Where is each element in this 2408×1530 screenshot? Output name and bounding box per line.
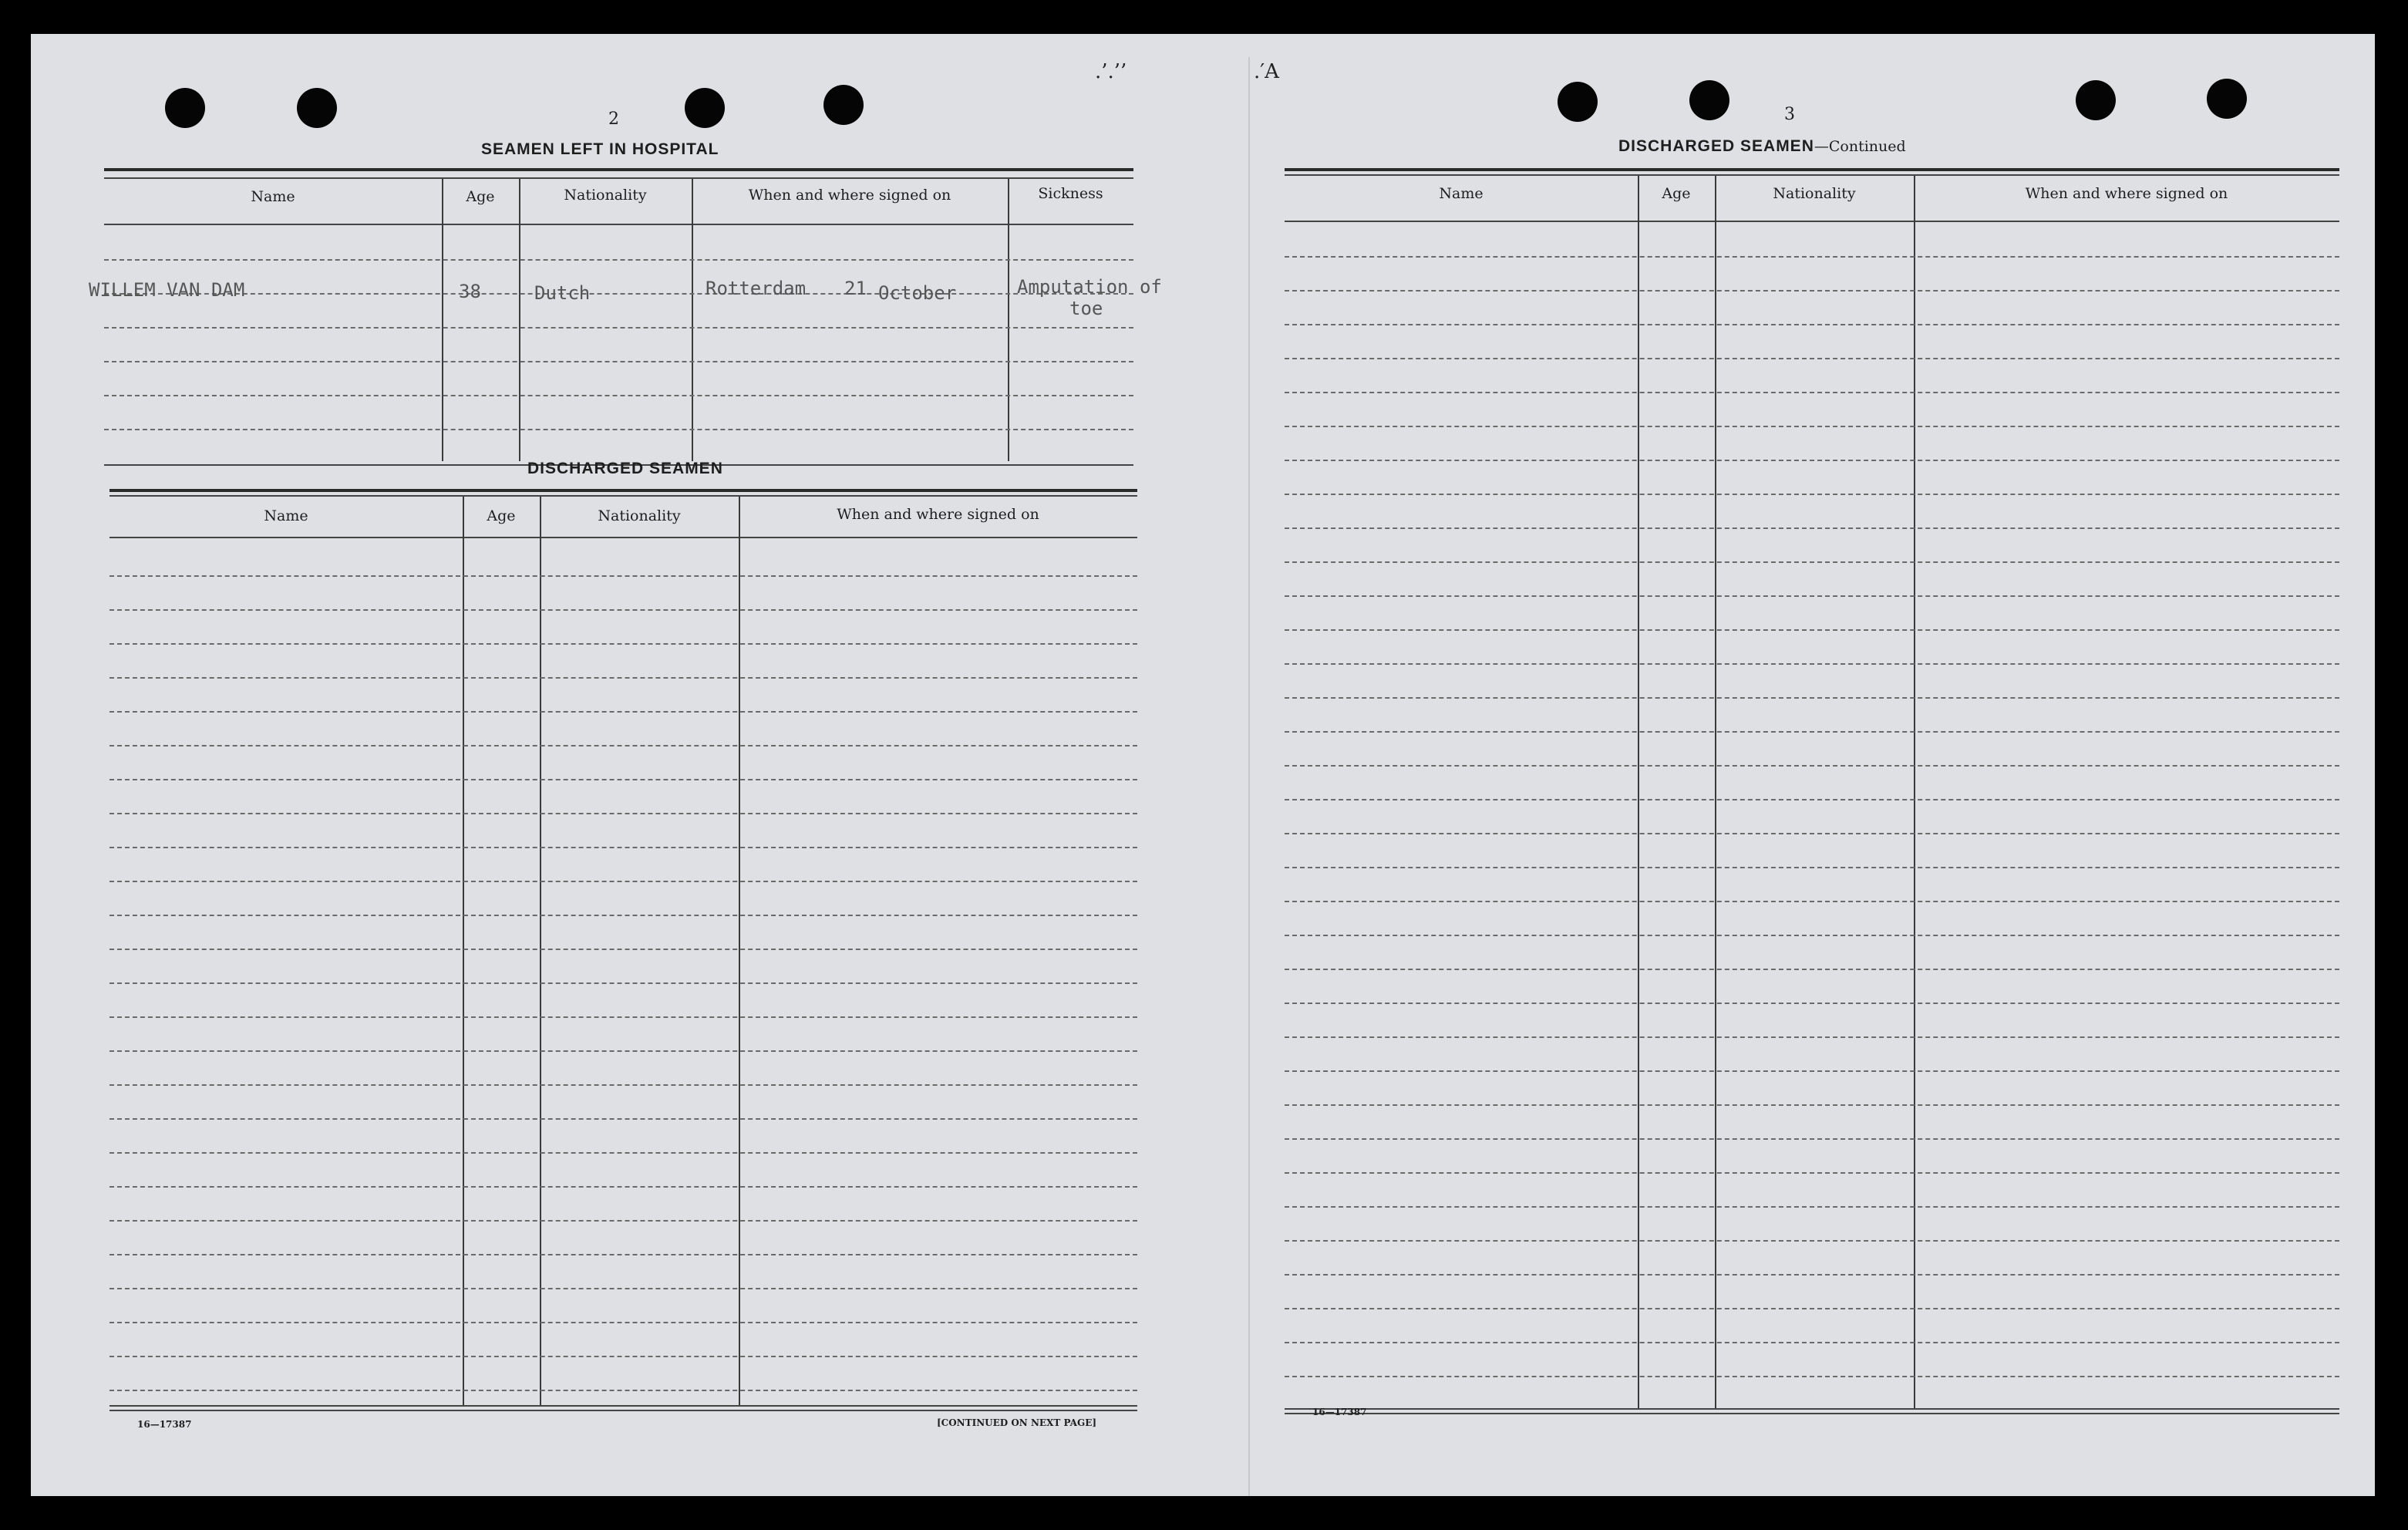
hospital-table: [89, 168, 1162, 477]
punch-hole: [685, 88, 725, 128]
column-header-signed-on: When and where signed on: [837, 506, 1039, 523]
punch-hole: [2207, 79, 2247, 119]
seaman-nationality: Dutch: [534, 282, 591, 304]
column-header-name: Name: [251, 188, 295, 205]
punch-hole: [165, 88, 205, 128]
column-header-age: Age: [466, 188, 495, 205]
signed-on-month: October: [878, 282, 957, 304]
continued-note: [CONTINUED ON NEXT PAGE]: [937, 1417, 1097, 1428]
column-header-name: Name: [264, 507, 308, 524]
punch-hole: [1558, 82, 1598, 122]
column-header-nationality: Nationality: [564, 187, 647, 204]
column-header-nationality: Nationality: [1773, 185, 1856, 202]
discharged-continued-table: [1285, 168, 2339, 1448]
punch-hole: [1689, 80, 1729, 120]
column-header-name: Name: [1439, 185, 1484, 202]
punch-hole: [297, 88, 337, 128]
document-sheet: [31, 34, 2375, 1496]
hospital-section-title: SEAMEN LEFT IN HOSPITAL: [481, 140, 719, 158]
column-header-sickness: Sickness: [1038, 185, 1103, 202]
column-header-age: Age: [487, 507, 516, 524]
column-header-signed-on: When and where signed on: [2025, 185, 2228, 202]
form-number: 16—17387: [137, 1419, 192, 1430]
discharged-section-title: DISCHARGED SEAMEN: [527, 460, 723, 477]
stamp-mark: .’.’’: [1095, 60, 1127, 83]
punch-hole: [823, 85, 864, 125]
discharged-table: [109, 489, 1137, 1445]
page-number: 3: [1784, 105, 1795, 124]
title-text: DISCHARGED SEAMEN: [1618, 137, 1814, 155]
page-number: 2: [608, 110, 619, 129]
discharged-continued-title: [1618, 137, 1906, 156]
signed-on-place: Rotterdam: [706, 278, 807, 299]
form-number: 16—17387: [1312, 1407, 1367, 1417]
seaman-name: WILLEM VAN DAM: [89, 279, 245, 301]
punch-hole: [2076, 80, 2116, 120]
page-fold: [1248, 57, 1250, 1496]
signed-on-day: 21: [844, 278, 867, 299]
sickness-line-1: Amputation of: [1017, 276, 1162, 298]
title-suffix: —Continued: [1814, 138, 1906, 155]
stamp-mark: .′A: [1254, 60, 1279, 83]
column-header-age: Age: [1662, 185, 1691, 202]
seaman-age: 38: [459, 281, 481, 302]
sickness-line-2: toe: [1069, 298, 1103, 319]
column-header-nationality: Nationality: [598, 507, 681, 524]
column-header-signed-on: When and where signed on: [748, 187, 951, 204]
